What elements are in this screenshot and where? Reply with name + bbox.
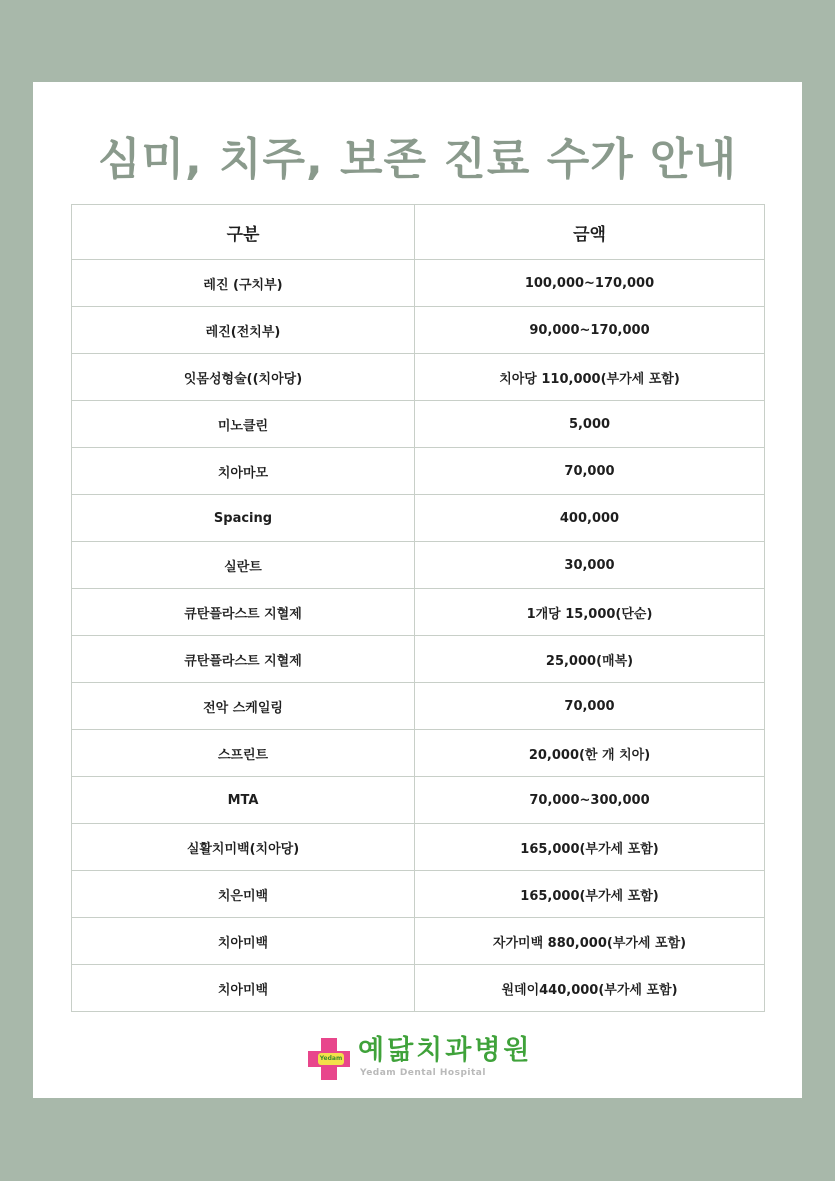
cell-price: 5,000	[415, 401, 765, 448]
table-row	[72, 542, 765, 589]
cell-category: 레진(전치부)	[72, 307, 415, 354]
table-row	[72, 260, 765, 307]
table-row	[72, 683, 765, 730]
cell-category: 치은미백	[72, 871, 415, 918]
cell-category: 큐탄플라스트 지혈제	[72, 636, 415, 683]
cell-price: 70,000~300,000	[415, 777, 765, 824]
cell-category: 큐탄플라스트 지혈제	[72, 589, 415, 636]
cell-price: 20,000(한 개 치아)	[415, 730, 765, 777]
cell-price: 원데이440,000(부가세 포함)	[415, 965, 765, 1012]
cell-category: 실란트	[72, 542, 415, 589]
cell-price: 치아당 110,000(부가세 포함)	[415, 354, 765, 401]
cell-category: 전악 스케일링	[72, 683, 415, 730]
cell-price: 자가미백 880,000(부가세 포함)	[415, 918, 765, 965]
cell-price: 100,000~170,000	[415, 260, 765, 307]
cell-category: 스프린트	[72, 730, 415, 777]
cell-category: 미노클린	[72, 401, 415, 448]
cell-category: Spacing	[72, 495, 415, 542]
cell-price: 30,000	[415, 542, 765, 589]
cell-price: 165,000(부가세 포함)	[415, 824, 765, 871]
table-row	[72, 730, 765, 777]
cell-price: 400,000	[415, 495, 765, 542]
table-row	[72, 824, 765, 871]
table-row	[72, 918, 765, 965]
cell-price: 70,000	[415, 683, 765, 730]
table-row	[72, 354, 765, 401]
cell-price: 165,000(부가세 포함)	[415, 871, 765, 918]
hospital-name: 예닮치과병원	[358, 1035, 533, 1066]
cell-category: 치아미백	[72, 965, 415, 1012]
table-row	[72, 495, 765, 542]
cell-category: 치아마모	[72, 448, 415, 495]
cell-category: 레진 (구치부)	[72, 260, 415, 307]
header-price: 금액	[415, 205, 765, 260]
table-row	[72, 871, 765, 918]
fee-table	[71, 204, 765, 1012]
hospital-logo	[308, 1034, 538, 1084]
cell-category: MTA	[72, 777, 415, 824]
table-row	[72, 636, 765, 683]
table-row	[72, 589, 765, 636]
table-row	[72, 401, 765, 448]
table-row	[72, 965, 765, 1012]
table-row	[72, 448, 765, 495]
logo-badge: Yedam	[318, 1053, 344, 1065]
cell-category: 잇몸성형술((치아당)	[72, 354, 415, 401]
cell-price: 70,000	[415, 448, 765, 495]
table-row	[72, 777, 765, 824]
table-header-row	[72, 205, 765, 260]
hospital-name-english: Yedam Dental Hospital	[360, 1068, 486, 1078]
cell-price: 25,000(매복)	[415, 636, 765, 683]
cell-price: 1개당 15,000(단순)	[415, 589, 765, 636]
medical-cross-icon	[308, 1038, 350, 1080]
cell-price: 90,000~170,000	[415, 307, 765, 354]
page-title: 심미, 치주, 보존 진료 수가 안내	[97, 134, 738, 185]
cell-category: 치아미백	[72, 918, 415, 965]
header-category: 구분	[72, 205, 415, 260]
cell-category: 실활치미백(치아당)	[72, 824, 415, 871]
table-row	[72, 307, 765, 354]
